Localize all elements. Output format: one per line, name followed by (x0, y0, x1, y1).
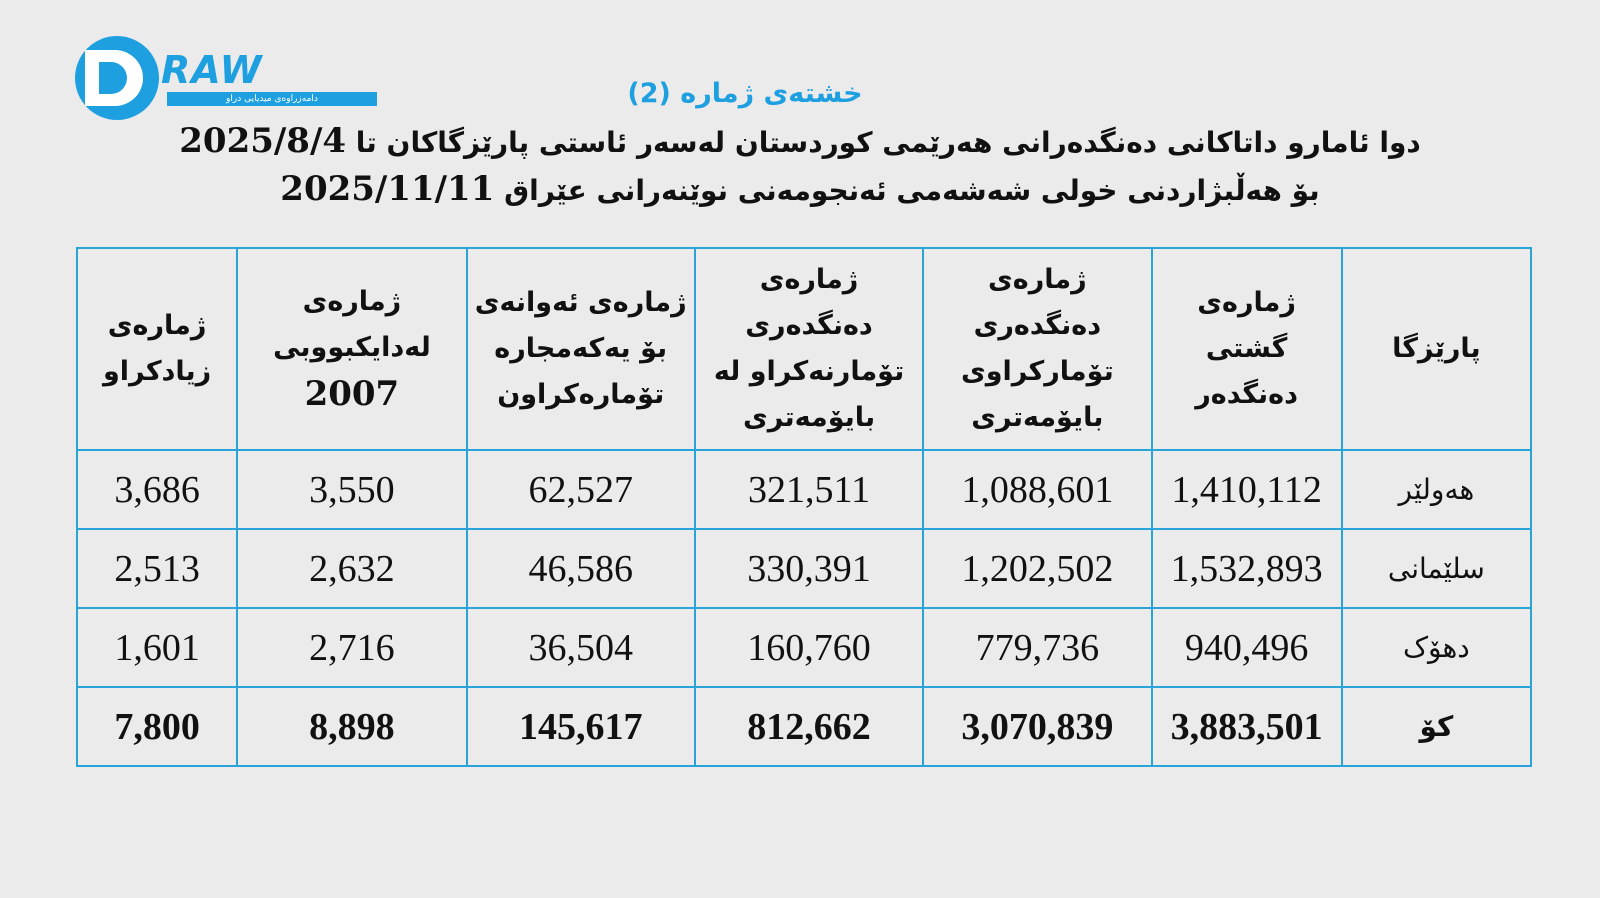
cell-total-total-voters: 3,883,501 (1152, 687, 1342, 766)
table-header-row (77, 248, 1531, 450)
cell-biometric-registered: 1,088,601 (923, 450, 1151, 529)
cell-biometric-registered: 1,202,502 (923, 529, 1151, 608)
cell-added: 3,686 (77, 450, 237, 529)
cell-biometric-unregistered: 160,760 (695, 608, 923, 687)
subtitle-line-2 (0, 166, 1600, 214)
logo-tagline: دامەزراوەی میدیایی دراو (167, 92, 377, 106)
cell-added: 1,601 (77, 608, 237, 687)
cell-total-born-2007: 8,898 (237, 687, 466, 766)
header-governorate: پارێزگا (1342, 248, 1531, 450)
cell-total-biometric-unregistered: 812,662 (695, 687, 923, 766)
header-born-2007-year: 2007 (304, 373, 400, 414)
header-first-time-registered: ژمارەی ئەوانەی بۆ یەکەمجارە تۆمارەکراون (467, 248, 695, 450)
header-born-2007-label: ژمارەی لەدایکبووبی (273, 285, 431, 363)
voter-stats-table (76, 247, 1532, 767)
table-total-row (77, 687, 1531, 766)
cell-governorate: هەولێر (1342, 450, 1531, 529)
cell-born-2007: 2,716 (237, 608, 466, 687)
cell-total-voters: 1,410,112 (1152, 450, 1342, 529)
cell-biometric-unregistered: 330,391 (695, 529, 923, 608)
header-biometric-unregistered: ژمارەی دەنگدەری تۆمارنەکراو لە بایۆمەتری (695, 248, 923, 450)
cell-total-added: 7,800 (77, 687, 237, 766)
cell-total-first-time-registered: 145,617 (467, 687, 695, 766)
table-row (77, 608, 1531, 687)
subtitle-line-1-date: 2025/8/4 (179, 121, 347, 161)
table-number-title: خشتەی ژمارە (2) (627, 78, 863, 109)
cell-governorate: سلێمانی (1342, 529, 1531, 608)
table-row (77, 529, 1531, 608)
subtitle-line-2-text: بۆ هەڵبژاردنی خولی شەشەمی ئەنجومەنی نوێنەرانی عێراق (494, 174, 1320, 207)
cell-first-time-registered: 46,586 (467, 529, 695, 608)
cell-total-voters: 940,496 (1152, 608, 1342, 687)
cell-governorate: دهۆک (1342, 608, 1531, 687)
header-biometric-registered: ژمارەی دەنگدەری تۆمارکراوی بایۆمەتری (923, 248, 1151, 450)
cell-biometric-unregistered: 321,511 (695, 450, 923, 529)
cell-born-2007: 3,550 (237, 450, 466, 529)
subtitle-line-1-text: دوا ئامارو داتاکانی دەنگدەرانی هەرێمی کوردستان لەسەر ئاستی پارێزگاکان تا (346, 126, 1421, 159)
cell-total-biometric-registered: 3,070,839 (923, 687, 1151, 766)
cell-born-2007: 2,632 (237, 529, 466, 608)
table-row (77, 450, 1531, 529)
cell-total-voters: 1,532,893 (1152, 529, 1342, 608)
subtitle-line-1 (0, 118, 1600, 166)
header-total-voters: ژمارەی گشتی دەنگدەر (1152, 248, 1342, 450)
cell-first-time-registered: 62,527 (467, 450, 695, 529)
header-added: ژمارەی زیادکراو (77, 248, 237, 450)
logo-word: RAW (161, 48, 263, 92)
page-header (0, 70, 1600, 214)
cell-total-label: کۆ (1342, 687, 1531, 766)
subtitle-line-2-date: 2025/11/11 (280, 169, 495, 209)
header-born-2007 (237, 248, 466, 450)
cell-first-time-registered: 36,504 (467, 608, 695, 687)
cell-biometric-registered: 779,736 (923, 608, 1151, 687)
cell-added: 2,513 (77, 529, 237, 608)
